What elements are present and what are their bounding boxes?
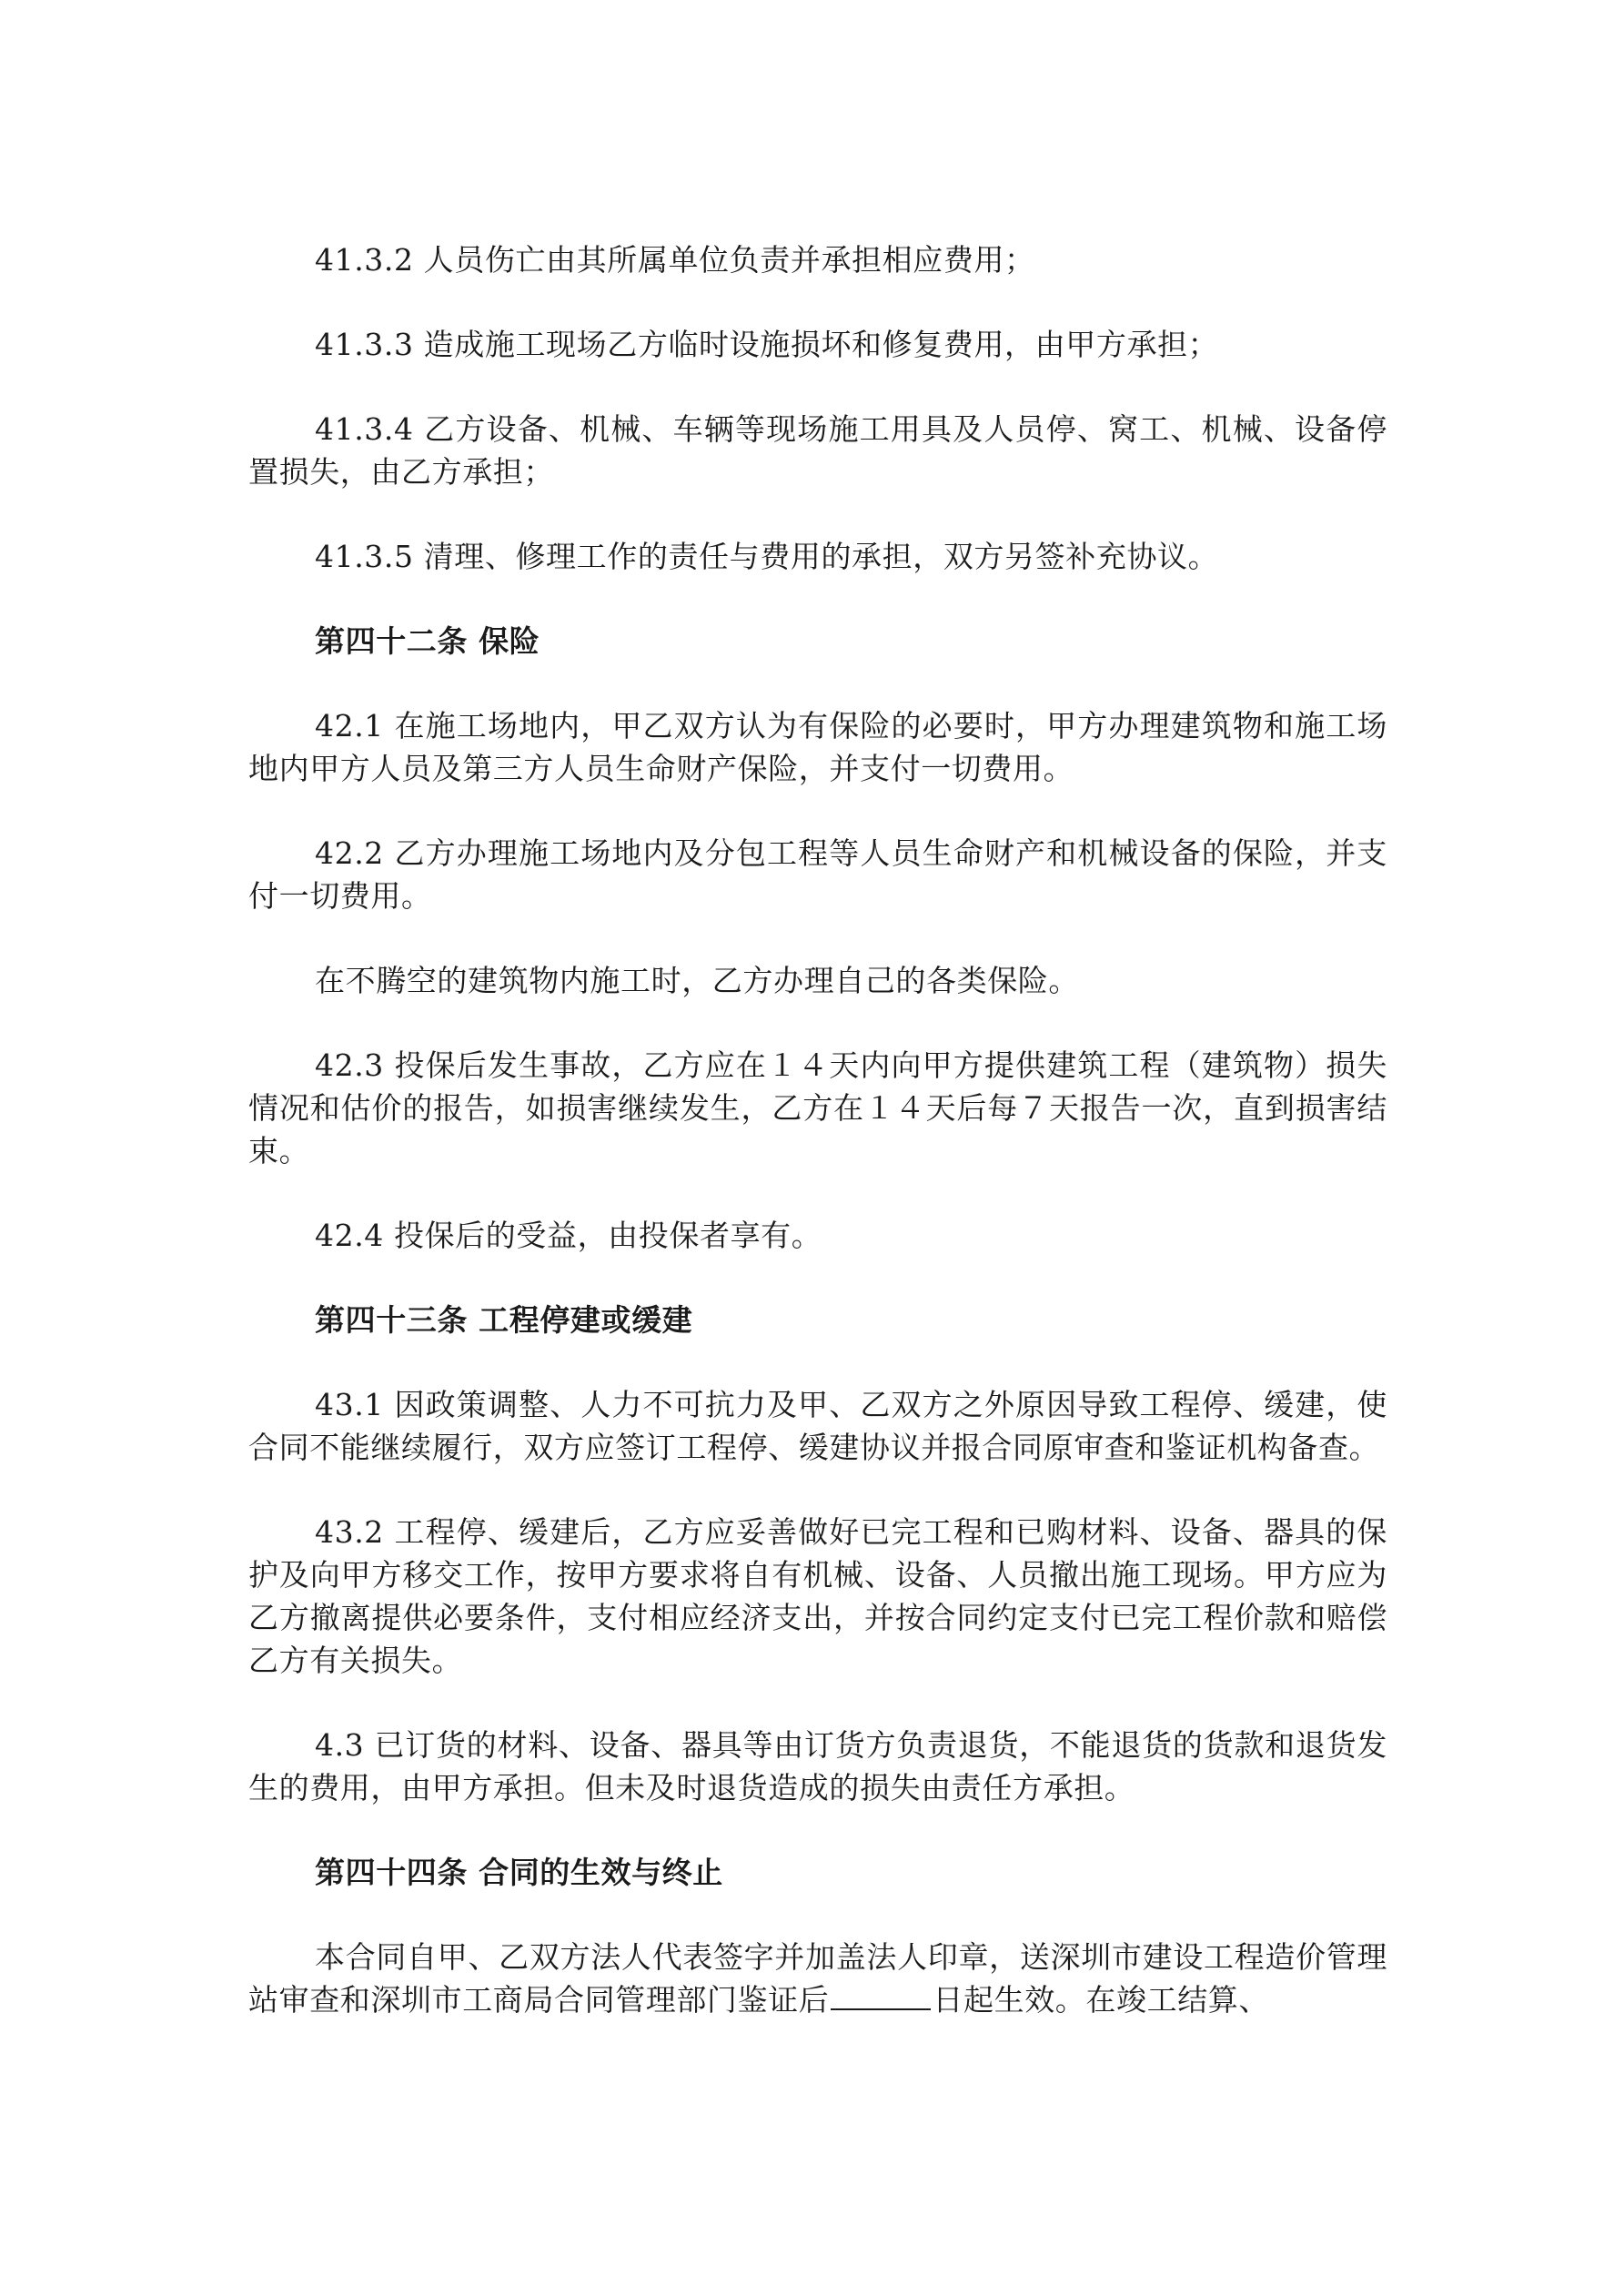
article-43-heading: 第四十三条 工程停建或缓建 bbox=[315, 1302, 693, 1338]
clause-41-3-3: 41.3.3 造成施工现场乙方临时设施损坏和修复费用，由甲方承担； bbox=[315, 327, 1219, 362]
clause-44-text-after: 日起生效。在竣工结算、 bbox=[933, 1982, 1270, 2018]
clause-41-3-2: 41.3.2 人员伤亡由其所属单位负责并承担相应费用； bbox=[315, 242, 1035, 278]
clause-4-3: 4.3 已订货的材料、设备、器具等由订货方负责退货，不能退货的货款和退货发生的费用，由甲方承担。但未及时退货造成的损失由责任方承担。 bbox=[248, 1727, 1387, 1805]
clause-42-2: 42.2 乙方办理施工场地内及分包工程等人员生命财产和机械设备的保险，并支付一切费用。 bbox=[248, 835, 1387, 914]
clause-42-2-note: 在不腾空的建筑物内施工时，乙方办理自己的各类保险。 bbox=[315, 963, 1079, 998]
article-42-heading: 第四十二条 保险 bbox=[315, 623, 540, 659]
clause-43-1: 43.1 因政策调整、人力不可抗力及甲、乙双方之外原因导致工程停、缓建，使合同不能继续履行，双方应签订工程停、缓建协议并报合同原审查和鉴证机构备查。 bbox=[248, 1387, 1387, 1465]
clause-41-3-4: 41.3.4 乙方设备、机械、车辆等现场施工用具及人员停、窝工、机械、设备停置损失，由乙方承担； bbox=[248, 411, 1387, 490]
clause-44-text-before: 本合同自甲、乙双方法人代表签字并加盖法人印章，送深圳市建设工程造价管理站审查和深圳市工商局合同管理部门鉴证后 bbox=[248, 1939, 1387, 2018]
clause-42-3: 42.3 投保后发生事故，乙方应在１４天内向甲方提供建筑工程（建筑物）损失情况和估价的报告，如损害继续发生，乙方在１４天后每７天报告一次，直到损害结束。 bbox=[248, 1047, 1387, 1168]
clause-42-1: 42.1 在施工场地内，甲乙双方认为有保险的必要时，甲方办理建筑物和施工场地内甲方人员及第三方人员生命财产保险，并支付一切费用。 bbox=[248, 708, 1387, 786]
clause-44-effective bbox=[248, 1936, 1387, 2021]
clause-43-2: 43.2 工程停、缓建后，乙方应妥善做好已完工程和已购材料、设备、器具的保护及向甲方移交工作，按甲方要求将自有机械、设备、人员撤出施工现场。甲方应为乙方撤离提供必要条件，支付相应经济支出，并按合同约定支付已完工程价款和赔偿乙方有关损失。 bbox=[248, 1514, 1387, 1678]
article-44-heading: 第四十四条 合同的生效与终止 bbox=[315, 1855, 723, 1890]
clause-42-4: 42.4 投保后的受益，由投保者享有。 bbox=[315, 1218, 822, 1253]
clause-41-3-5: 41.3.5 清理、修理工作的责任与费用的承担，双方另签补充协议。 bbox=[315, 539, 1219, 574]
fill-in-blank[interactable] bbox=[831, 1981, 931, 2010]
document-page bbox=[248, 238, 1387, 2063]
